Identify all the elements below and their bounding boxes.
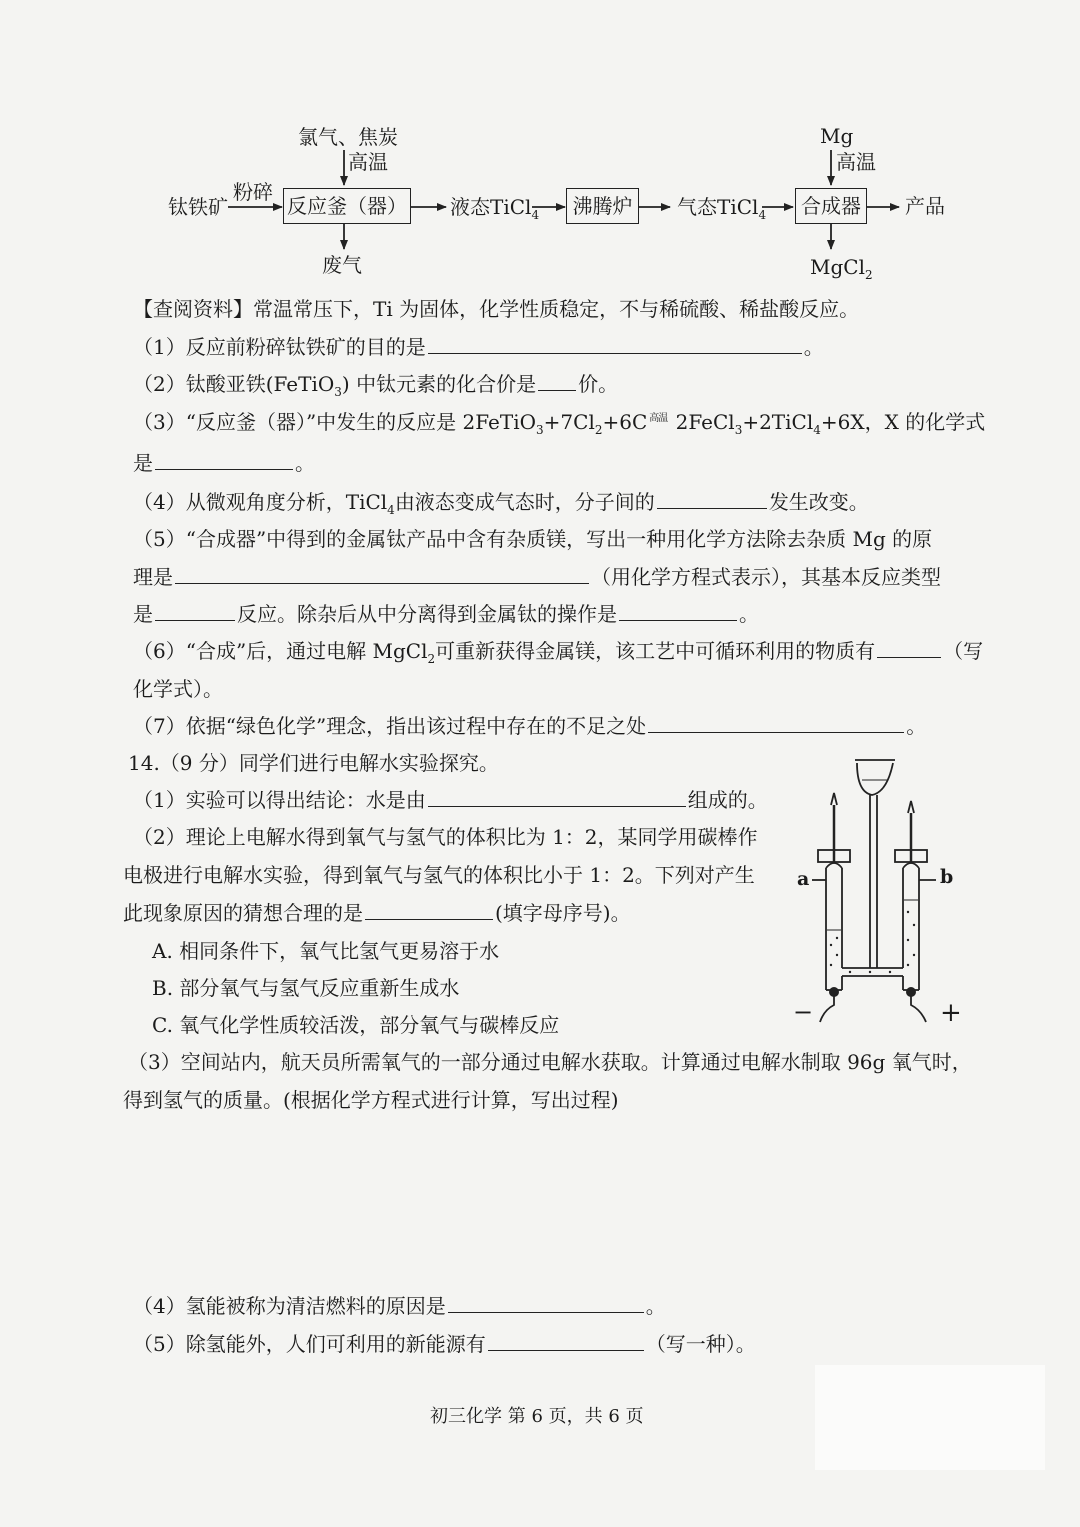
flow-liquid-sub: 4: [531, 208, 540, 222]
flow-box-reactor: 反应釜（器）: [283, 188, 411, 224]
q13-2-text3: 价。: [578, 372, 619, 396]
right-electrode-bulb: [906, 987, 916, 997]
photo-glare: [815, 1365, 1045, 1470]
flow-cond-top-right: 高温: [836, 150, 876, 174]
q14-4-text: （4）氢能被称为清洁燃料的原因是: [133, 1294, 446, 1318]
flow-gas-text: 气态TiCl: [677, 195, 759, 219]
q13-2-text: （2）钛酸亚铁(FeTiO: [133, 372, 335, 396]
q13-2-text2: ) 中钛元素的化合价是: [341, 372, 537, 396]
flow-waste: 废气: [322, 253, 362, 277]
q14-5-b: （写一种）。: [645, 1332, 756, 1356]
right-tube-top: [903, 863, 919, 868]
q13-3-g: 是: [133, 451, 153, 475]
q13-7-text: （7）依据“绿色化学”理念，指出该过程中存在的不足之处: [133, 714, 647, 738]
flow-mgcl-sub: 2: [864, 268, 873, 282]
period: 。: [739, 602, 759, 626]
right-valve-tip: [908, 801, 914, 813]
option-a: A. 相同条件下，氧气比氢气更易溶于水: [152, 939, 500, 963]
flow-reagent-mg: Mg: [820, 124, 854, 148]
q13-4-a: （4）从微观角度分析，TiCl: [133, 490, 388, 514]
q14-1-a: （1）实验可以得出结论：水是由: [133, 788, 426, 812]
left-electrode-bulb: [829, 987, 839, 997]
label-b: b: [940, 866, 954, 888]
q13-3-f: +6X，X 的化学式: [820, 410, 986, 434]
funnel-bowl: [857, 763, 893, 795]
option-c: C. 氧气化学性质较活泼，部分氧气与碳棒反应: [152, 1013, 560, 1037]
q14-3-a: （3）空间站内，航天员所需氧气的一部分通过电解水获取。计算通过电解水制取 96g 氧气时，: [128, 1050, 972, 1074]
q13-3-sub2: 2: [594, 423, 603, 437]
q13-3-sub1: 3: [536, 423, 544, 437]
period: 。: [645, 1294, 666, 1318]
q13-5-b: 理是: [133, 565, 173, 589]
info-paragraph: 【查阅资料】常温常压下，Ti 为固体，化学性质稳定，不与稀硫酸、稀盐酸反应。: [133, 297, 860, 321]
q14-1-b: 组成的。: [687, 788, 768, 812]
plus-sign: +: [940, 998, 962, 1028]
q13-5-e: 反应。除杂后从中分离得到金属钛的操作是: [237, 602, 617, 626]
flow-step-crush: 粉碎: [233, 180, 273, 204]
flow-cond-top-left: 高温: [348, 150, 388, 174]
q14-2-a: （2）理论上电解水得到氧气与氢气的体积比为 1：2，某同学用碳棒作: [133, 825, 758, 849]
flow-box-synth: 合成器: [795, 188, 867, 224]
q13-3-c: +6C: [602, 410, 648, 434]
q13-3-b: +7Cl: [543, 410, 595, 434]
q13-5-a: （5）“合成器”中得到的金属钛产品中含有杂质镁，写出一种用化学方法除去杂质 Mg 的原: [133, 527, 933, 551]
q13-3-sub4: 4: [813, 423, 821, 437]
q13-6-b: 可重新获得金属镁，该工艺中可循环利用的物质有: [435, 639, 876, 663]
flow-mgcl-text: MgCl: [810, 255, 865, 279]
q13-3-sub3: 3: [734, 423, 743, 437]
q13-6-c: （写: [943, 639, 984, 663]
q13-6-sub: 2: [427, 652, 436, 666]
q13-3-d: 2FeCl: [669, 410, 735, 434]
flow-gas-sub: 4: [758, 208, 767, 222]
period: 。: [295, 451, 315, 475]
option-b: B. 部分氧气与氢气反应重新生成水: [152, 976, 460, 1000]
flow-product: 产品: [905, 194, 945, 218]
flow-ore: 钛铁矿: [168, 195, 228, 219]
period: 。: [803, 335, 824, 359]
q13-5-d: 是: [133, 602, 153, 626]
q14-2-c-text: 此现象原因的猜想合理的是: [123, 901, 363, 925]
q13-4-sub: 4: [387, 503, 395, 517]
q14-2-b: 电极进行电解水实验，得到氧气与氢气的体积比小于 1：2。下列对产生: [123, 863, 755, 887]
flow-reagents-top: 氯气、焦炭: [298, 125, 398, 149]
q13-4-c: 发生改变。: [768, 490, 869, 514]
q13-3-a: （3）“反应釜（器）”中发生的反应是 2FeTiO: [133, 410, 537, 434]
left-valve-tip: [831, 793, 837, 805]
minus-sign: −: [793, 998, 814, 1026]
period: 。: [906, 714, 927, 738]
label-a: a: [797, 868, 810, 890]
q13-3-e: +2TiCl: [742, 410, 814, 434]
q13-1-text: （1）反应前粉碎钛铁矿的目的是: [133, 335, 426, 359]
flow-box-boiler: 沸腾炉: [566, 188, 639, 224]
q14-3-b: 得到氢气的质量。(根据化学方程式进行计算，写出过程): [123, 1088, 619, 1112]
q14-title: 14.（9 分）同学们进行电解水实验探究。: [128, 751, 499, 775]
q13-5-c: （用化学方程式表示），其基本反应类型: [591, 565, 941, 589]
q13-2-sub: 3: [334, 385, 342, 399]
flow-liquid-text: 液态TiCl: [450, 195, 532, 219]
q14-5-a: （5）除氢能外，人们可利用的新能源有: [133, 1332, 486, 1356]
q13-6-line2: 化学式）。: [133, 677, 223, 701]
left-tube-top: [826, 863, 842, 868]
q13-6-a: （6）“合成”后，通过电解 MgCl: [133, 639, 428, 663]
q13-4-b: 由液态变成气态时，分子间的: [394, 490, 655, 514]
q14-2-d: (填字母序号)。: [495, 901, 631, 925]
page-footer: 初三化学 第 6 页，共 6 页: [430, 1406, 644, 1427]
q13-3-cond: 高温: [649, 413, 668, 424]
